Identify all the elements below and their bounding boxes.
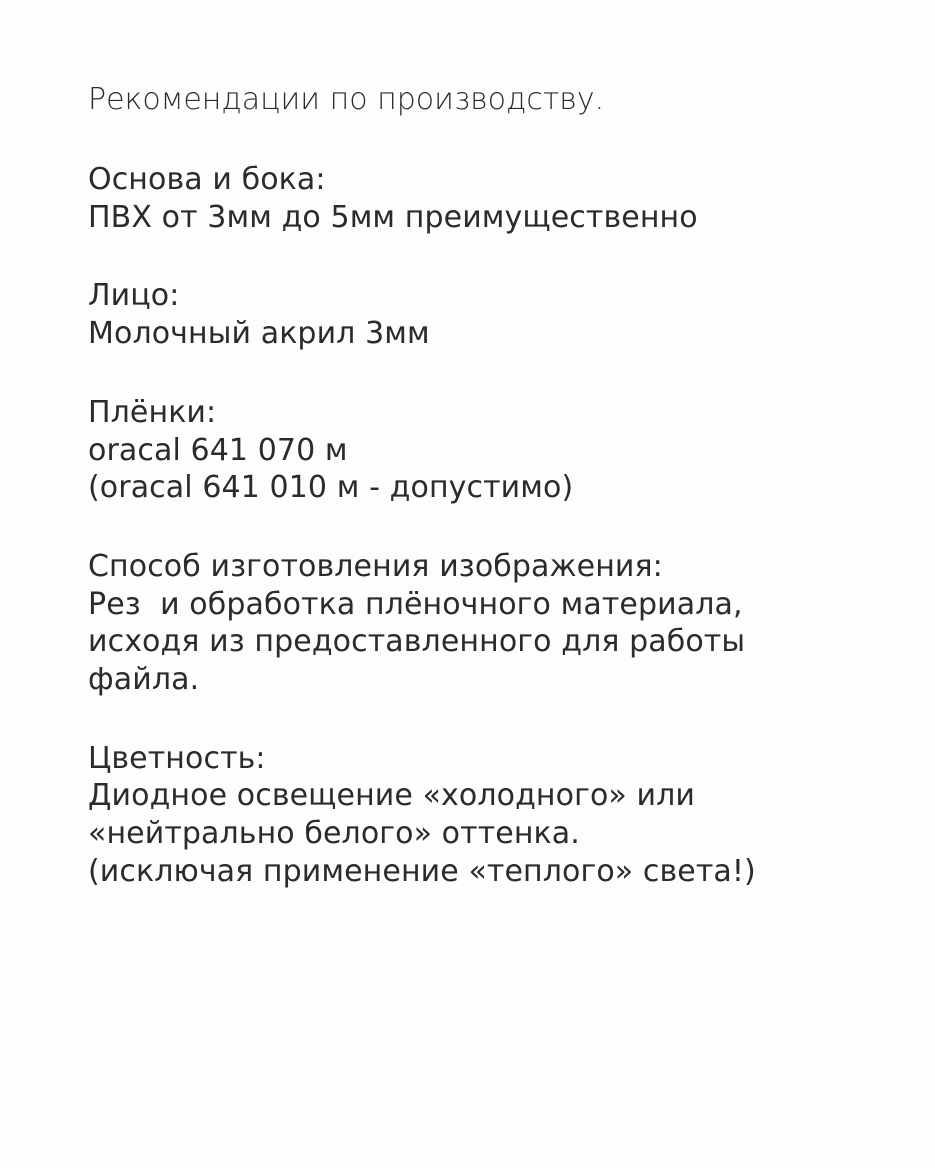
section-line: (исключая применение «теплого» света!): [88, 853, 756, 889]
section-line: «нейтрально белого» оттенка.: [88, 816, 580, 852]
section-line: oracal 641 070 м: [88, 432, 348, 468]
section-face: [88, 277, 908, 352]
section-line: (oracal 641 010 м - допустимо): [88, 470, 574, 506]
section-films: [88, 394, 908, 507]
section-line: Диодное освещение «холодного» или: [88, 778, 695, 814]
section-line: файла.: [88, 662, 200, 698]
section-heading: Способ изготовления изображения:: [88, 548, 663, 584]
section-line: ПВХ от 3мм до 5мм преимущественно: [88, 199, 698, 235]
section-heading: Лицо:: [88, 278, 180, 314]
section-base: [88, 161, 908, 236]
section-line: исходя из предоставленного для работы: [88, 624, 746, 660]
section-line: Молочный акрил 3мм: [88, 316, 430, 352]
document-title: Рекомендации по производству.: [88, 82, 605, 117]
section-heading: Основа и бока:: [88, 162, 326, 197]
section-color: [88, 740, 908, 891]
section-heading: Цветность:: [88, 740, 266, 776]
document: [88, 80, 908, 932]
section-line: Рез и обработка плёночного материала,: [88, 586, 743, 622]
section-method: [88, 548, 908, 699]
section-heading: Плёнки:: [88, 394, 217, 430]
